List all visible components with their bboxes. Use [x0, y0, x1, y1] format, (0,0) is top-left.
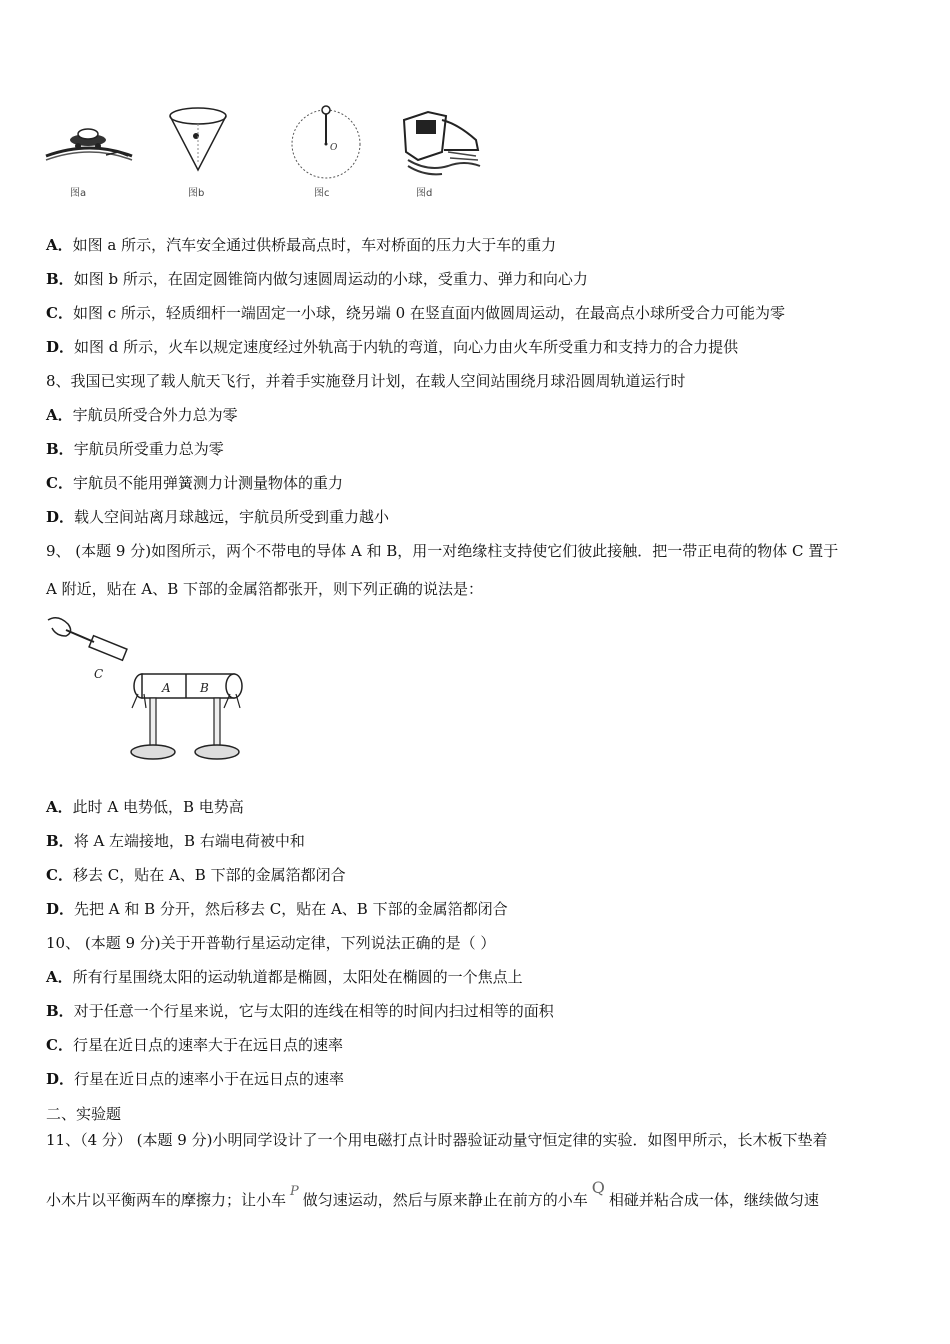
q7-option-d: D．如图 d 所示，火车以规定速度经过外轨高于内轨的弯道，向心力由火车所受重力和支持力的合力提供 [46, 338, 739, 356]
q8-stem: 8、我国已实现了载人航天飞行，并着手实施登月计划，在载人空间站围绕月球沿圆周轨道运行时 [46, 372, 686, 390]
q7-option-b: B．如图 b 所示，在固定圆锥筒内做匀速圆周运动的小球，受重力、弹力和向心力 [46, 270, 588, 288]
q8-option-d: D．载人空间站离月球越远，宇航员所受到重力越小 [46, 508, 390, 526]
q7-option-a: A．如图 a 所示，汽车安全通过供桥最高点时，车对桥面的压力大于车的重力 [46, 236, 557, 254]
q7-option-c: C．如图 c 所示，轻质细杆一端固定一小球，绕另端 0 在竖直面内做圆周运动，在最高点小球所受合力可能为零 [46, 304, 785, 322]
q11-stem-line2: 小木片以平衡两车的摩擦力；让小车 P 做匀速运动，然后与原来静止在前方的小车Q相碰并粘合成一体，继续做匀速 [46, 1178, 819, 1209]
figure-b-cone [166, 104, 230, 176]
figure-b-caption: 图b [188, 188, 205, 199]
var-p: P [290, 1184, 299, 1199]
figure-a-bridge-car [40, 100, 140, 170]
q8-option-a: A．宇航员所受合外力总为零 [46, 406, 238, 424]
figure-c-caption: 图c [314, 188, 330, 199]
figure-d-caption: 图d [416, 188, 433, 199]
q10-option-a: A．所有行星围绕太阳的运动轨道都是椭圆，太阳处在椭圆的一个焦点上 [46, 968, 523, 986]
q10-stem: 10、 (本题 9 分)关于开普勒行星运动定律，下列说法正确的是（ ） [46, 934, 496, 952]
q9-option-b: B．将 A 左端接地，B 右端电荷被中和 [46, 832, 305, 850]
q10-option-b: B．对于任意一个行星来说，它与太阳的连线在相等的时间内扫过相等的面积 [46, 1002, 554, 1020]
figure-c-rod-circle [288, 104, 368, 184]
figure-a-caption: 图a [70, 188, 87, 199]
q9-option-c: C．移去 C，贴在 A、B 下部的金属箔都闭合 [46, 866, 346, 884]
electro-label-a: A [162, 681, 171, 695]
q9-option-d: D．先把 A 和 B 分开，然后移去 C，贴在 A、B 下部的金属箔都闭合 [46, 900, 508, 918]
q8-option-c: C．宇航员不能用弹簧测力计测量物体的重力 [46, 474, 343, 492]
q9-stem-line1: 9、 (本题 9 分)如图所示，两个不带电的导体 A 和 B，用一对绝缘柱支持使它们彼此接触．把一带正电荷的物体 C 置于 [46, 542, 839, 560]
figure-c-label-o: O [330, 143, 338, 153]
electro-label-c: C [94, 667, 104, 681]
q8-option-b: B．宇航员所受重力总为零 [46, 440, 224, 458]
q10-option-c: C．行星在近日点的速率大于在远日点的速率 [46, 1036, 343, 1054]
q9-stem-line2: A 附近，贴在 A、B 下部的金属箔都张开，则下列正确的说法是： [46, 580, 483, 598]
figure-electroscope-conductors [44, 612, 244, 772]
q9-option-a: A．此时 A 电势低，B 电势高 [46, 798, 244, 816]
section-2-title: 二、实验题 [46, 1105, 122, 1123]
var-q: Q [591, 1178, 605, 1197]
figure-d-train [398, 106, 482, 182]
q10-option-d: D．行星在近日点的速率小于在远日点的速率 [46, 1070, 345, 1088]
electro-label-b: B [200, 681, 209, 695]
q11-stem-line1: 11、（4 分） (本题 9 分)小明同学设计了一个用电磁打点计时器验证动量守恒定律的实验．如图甲所示，长木板下垫着 [46, 1131, 828, 1149]
